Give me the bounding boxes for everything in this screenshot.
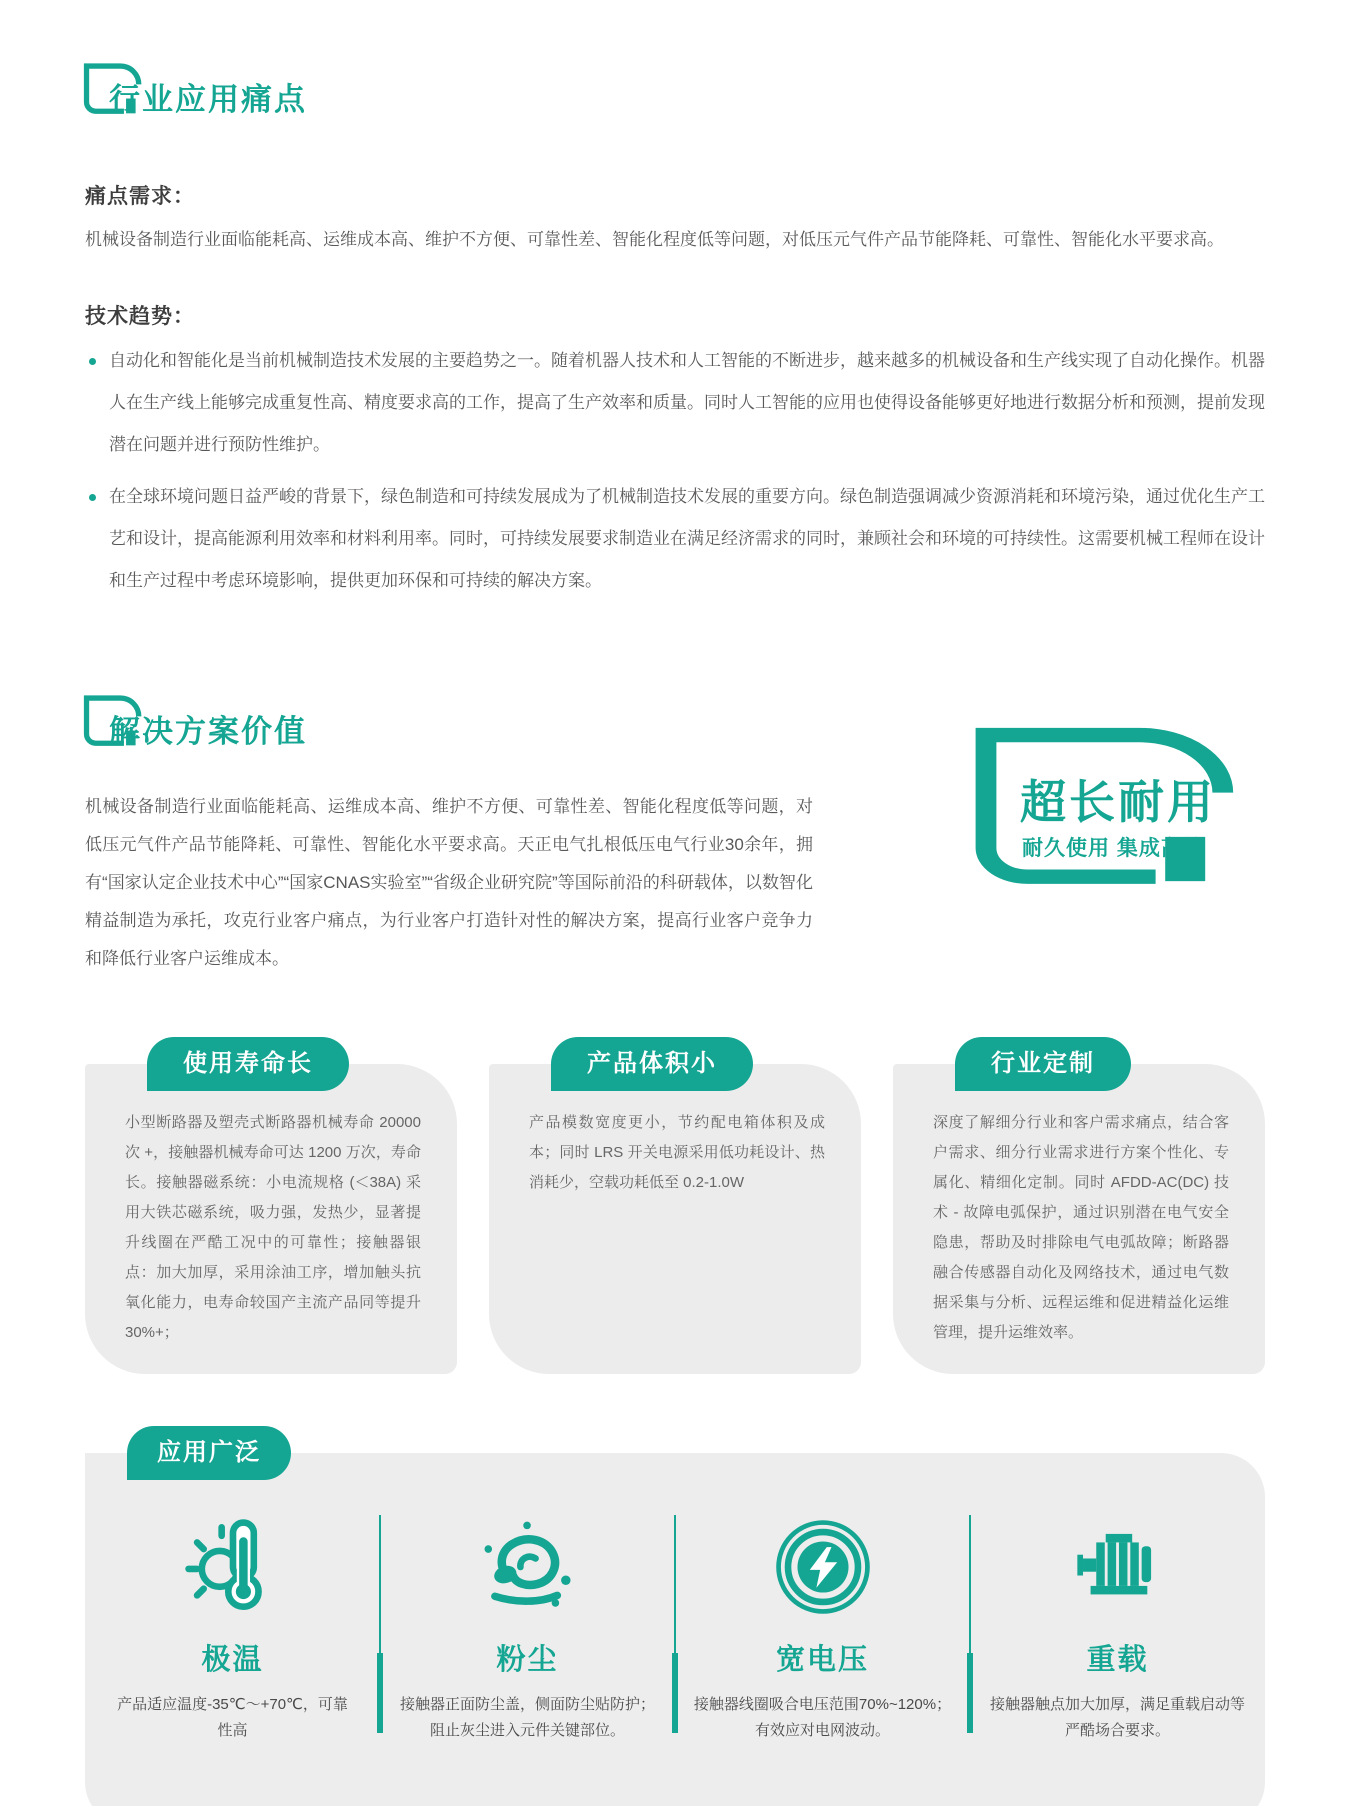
benefit-card: [893, 1050, 1265, 1374]
benefit-card: [85, 1050, 457, 1374]
trend-list: [85, 340, 1265, 602]
demand-heading: 痛点需求：: [85, 185, 195, 208]
apps-section: [85, 1426, 1265, 1806]
column-divider: [969, 1515, 971, 1653]
durable-title: 超长耐用: [1020, 776, 1216, 828]
wide-voltage-icon: [771, 1515, 875, 1619]
app-desc: 接触器线圈吸合电压范围70%~120%；有效应对电网波动。: [693, 1696, 952, 1739]
app-item: [85, 1509, 380, 1806]
card-pill-title: 使用寿命长: [147, 1037, 349, 1091]
solution-body: 机械设备制造行业面临能耗高、运维成本高、维护不方便、可靠性差、智能化程度低等问题，对低压元气件产品节能降耗、可靠性、智能化水平要求高。天正电气扎根低压电气行业30余年，拥有“国家认定企业技术中心”“国家CNAS实验室”“省级企业研究院”等国际前沿的科研载体，以数智化精益制造为承托，攻克行业客户痛点，为行业客户打造针对性的解决方案，提高行业客户竞争力和降低行业客户运维成本。: [85, 797, 813, 968]
trends-heading: 技术趋势：: [85, 305, 195, 328]
bullet-icon: [89, 358, 96, 365]
app-title: 粉尘: [496, 1644, 559, 1676]
app-item: [675, 1509, 970, 1806]
dust-icon: [476, 1515, 580, 1619]
apps-tag: 应用广泛: [127, 1426, 291, 1480]
demand-text: 机械设备制造行业面临能耗高、运维成本高、维护不方便、可靠性差、智能化程度低等问题，对低压元气件产品节能降耗、可靠性、智能化水平要求高。: [85, 230, 1224, 249]
card-body: 小型断路器及塑壳式断路器机械寿命 20000 次 +，接触器机械寿命可达 1200 万次，寿命长。接触器磁系统：小电流规格 (＜38A) 采用大铁芯磁系统，吸力强，发热少，显著提升线圈在严酷工况中的可靠性；接触器银点：加大加厚，采用涂油工序，增加触头抗氧化能力，电寿命较国产主流产品同等提升 30%+；: [125, 1114, 421, 1341]
card-body: 深度了解细分行业和客户需求痛点，结合客户需求、细分行业需求进行方案个性化、专属化、精细化定制。同时 AFDD-AC(DC) 技术 - 故障电弧保护，通过识别潜在电气安全隐患，帮助及时排除电气电弧故障；断路器融合传感器自动化及网络技术，通过电气数据采集与分析、远程运维和促进精益化运维管理，提升运维效率。: [933, 1114, 1229, 1341]
benefit-card: [489, 1050, 861, 1374]
app-desc: 接触器正面防尘盖，侧面防尘贴防护；阻止灰尘进入元件关键部位。: [399, 1696, 655, 1739]
trend-text: 自动化和智能化是当前机械制造技术发展的主要趋势之一。随着机器人技术和人工智能的不断进步，越来越多的机械设备和生产线实现了自动化操作。机器人在生产线上能够完成重复性高、精度要求高的工作，提高了生产效率和质量。同时人工智能的应用也使得设备能够更好地进行数据分析和预测，提前发现潜在问题并进行预防性维护。: [109, 351, 1265, 454]
card-pill-title: 行业定制: [955, 1037, 1131, 1091]
column-divider: [967, 1653, 973, 1733]
trend-item: [85, 476, 1265, 602]
app-title: 重载: [1086, 1644, 1149, 1676]
app-item: [380, 1509, 675, 1806]
pain-section-header: [85, 62, 1265, 126]
app-desc: 产品适应温度-35℃～+70℃，可靠性高: [117, 1696, 348, 1739]
card-body: 产品模数宽度更小，节约配电箱体积及成本；同时 LRS 开关电源采用低功耗设计、热消耗少，空载功耗低至 0.2-1.0W: [529, 1114, 825, 1191]
solution-section-title: 解决方案价值: [109, 714, 307, 749]
solution-section: [85, 694, 1265, 978]
trend-text: 在全球环境问题日益严峻的背景下，绿色制造和可持续发展成为了机械制造技术发展的重要方向。绿色制造强调减少资源消耗和环境污染，通过优化生产工艺和设计，提高能源利用效率和材料利用率。同时，可持续发展要求制造业在满足经济需求的同时，兼顾社会和环境的可持续性。这需要机械工程师在设计和生产过程中考虑环境影响，提供更加环保和可持续的解决方案。: [109, 487, 1265, 590]
thermometer-sun-icon: [181, 1515, 285, 1619]
motor-icon: [1066, 1515, 1170, 1619]
benefit-cards: [85, 1050, 1265, 1374]
pain-section-title: 行业应用痛点: [109, 82, 307, 117]
app-desc: 接触器触点加大加厚，满足重载启动等严酷场合要求。: [989, 1696, 1245, 1739]
apps-panel: [85, 1453, 1265, 1806]
app-title: 宽电压: [775, 1644, 869, 1676]
trend-item: [85, 340, 1265, 466]
column-divider: [672, 1653, 678, 1733]
bullet-icon: [89, 494, 96, 501]
app-title: 极温: [201, 1644, 264, 1676]
column-divider: [674, 1515, 676, 1653]
solution-section-header: [85, 694, 1265, 758]
durable-subtitle: 耐久使用 集成高效: [1022, 837, 1205, 860]
card-pill-title: 产品体积小: [551, 1037, 753, 1091]
column-divider: [377, 1653, 383, 1733]
pain-points-section: [85, 0, 1265, 602]
column-divider: [379, 1515, 381, 1653]
app-item: [970, 1509, 1265, 1806]
